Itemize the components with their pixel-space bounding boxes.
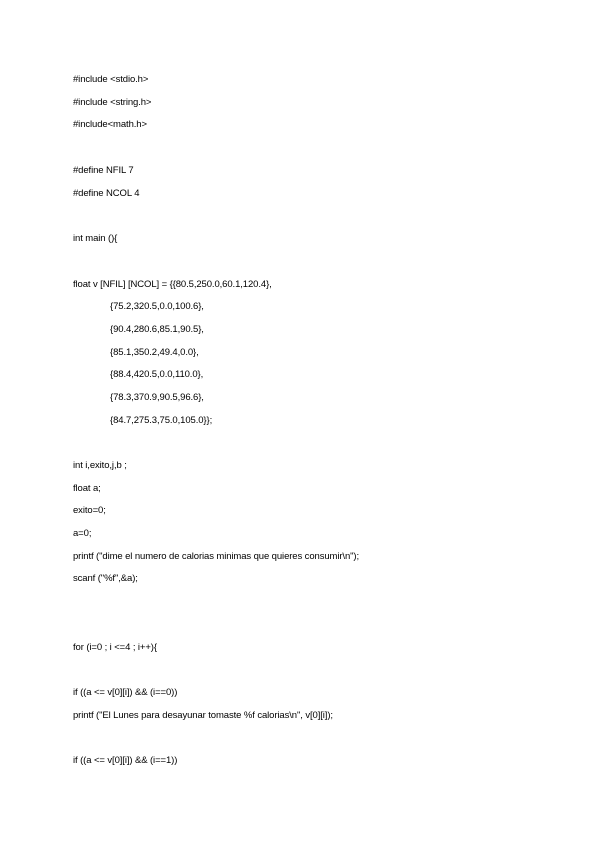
code-line-for-loop: for (i=0 ; i <=4 ; i++){ (73, 642, 157, 653)
code-line-main: int main (){ (73, 233, 118, 244)
code-line-scanf: scanf ("%f",&a); (73, 573, 138, 584)
code-line-include-stdio: #include <stdio.h> (73, 74, 149, 85)
code-line-float-decl: float a; (73, 483, 101, 494)
code-line-include-math: #include<math.h> (73, 119, 147, 130)
code-line-int-decl: int i,exito,j,b ; (73, 460, 127, 471)
code-line-array-row: {88.4,420.5,0.0,110.0}, (110, 369, 204, 380)
code-line-define-nfil: #define NFIL 7 (73, 165, 134, 176)
code-line-define-ncol: #define NCOL 4 (73, 188, 140, 199)
code-line-array-row: {85.1,350.2,49.4,0.0}, (110, 347, 199, 358)
code-line-array-row: {84.7,275.3,75.0,105.0}}; (110, 415, 213, 426)
code-line-printf-lunes: printf ("El Lunes para desayunar tomaste %f calorias\n", v[0][i]); (73, 710, 333, 721)
code-line-if-condition: if ((a <= v[0][i]) && (i==1)) (73, 755, 178, 766)
code-line-include-string: #include <string.h> (73, 97, 152, 108)
code-line-a-init: a=0; (73, 528, 92, 539)
code-line-exito-init: exito=0; (73, 505, 106, 516)
code-line-array-row: {90.4,280.6,85.1,90.5}, (110, 324, 204, 335)
code-line-array-row: {75.2,320.5,0.0,100.6}, (110, 301, 204, 312)
code-line-array-row: {78.3,370.9,90.5,96.6}, (110, 392, 204, 403)
code-line-if-condition: if ((a <= v[0][i]) && (i==0)) (73, 687, 178, 698)
code-line-float-array: float v [NFIL] [NCOL] = {{80.5,250.0,60.1,120.4}, (73, 279, 272, 290)
code-line-printf-prompt: printf ("dime el numero de calorias minimas que quieres consumir\n"); (73, 551, 360, 562)
